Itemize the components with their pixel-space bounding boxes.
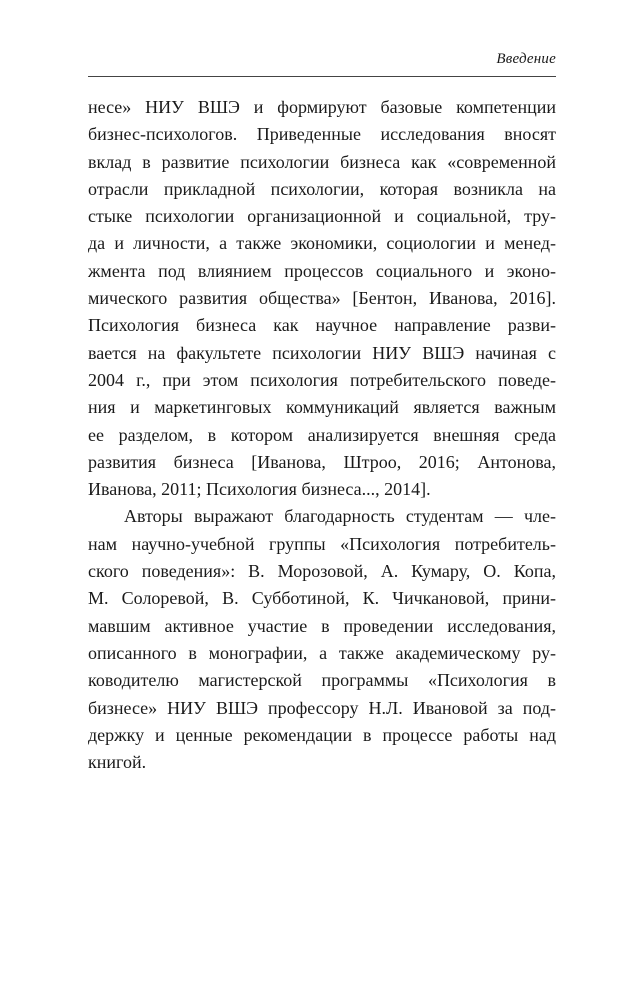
text-line: ния и маркетинговых коммуникаций является важным xyxy=(88,397,556,418)
text-line: ее разделом, в котором анализируется внешняя среда xyxy=(88,424,556,445)
text-line: ководителю магистерской программы «Психология в xyxy=(88,670,556,691)
text-line: ского поведения»: В. Морозовой, А. Кумару, О. Копа, xyxy=(88,561,556,582)
text-line: мавшим активное участие в проведении исследования, xyxy=(88,615,556,636)
text-line: бизнес-психологов. Приведенные исследования вносят xyxy=(88,124,556,145)
text-line: М. Солоревой, В. Субботиной, К. Чичкановой, прини- xyxy=(88,588,556,609)
text-line: жмента под влиянием процессов социального и эконо- xyxy=(88,260,556,281)
text-line: Психология бизнеса как научное направление разви- xyxy=(88,315,556,336)
header-rule xyxy=(88,76,556,77)
paragraph xyxy=(88,94,556,503)
text-line: 2004 г., при этом психология потребительского поведе- xyxy=(88,369,556,390)
text-line: бизнесе» НИУ ВШЭ профессору Н.Л. Ивановой за под- xyxy=(88,697,556,718)
text-line: стыке психологии организационной и социальной, тру- xyxy=(88,206,556,227)
text-line: мического развития общества» [Бентон, Иванова, 2016]. xyxy=(88,288,556,309)
paragraph xyxy=(88,503,556,776)
text-line: да и личности, а также экономики, социологии и менед- xyxy=(88,233,556,254)
text-line: книгой. xyxy=(88,752,147,773)
text-line: нам научно-учебной группы «Психология потребитель- xyxy=(88,533,556,554)
text-line: вается на факультете психологии НИУ ВШЭ начиная с xyxy=(88,342,556,363)
text-line: несе» НИУ ВШЭ и формируют базовые компетенции xyxy=(88,97,556,117)
text-line: держку и ценные рекомендации в процессе работы над xyxy=(88,724,556,745)
text-line: вклад в развитие психологии бизнеса как «современной xyxy=(88,151,556,172)
text-line: Авторы выражают благодарность студентам — чле- xyxy=(124,506,556,527)
text-line: отрасли прикладной психологии, которая возникла на xyxy=(88,178,556,199)
text-line: развития бизнеса [Иванова, Штроо, 2016; Антонова, xyxy=(88,451,556,472)
running-head: Введение xyxy=(496,51,556,67)
body-text xyxy=(88,94,556,776)
text-line: Иванова, 2011; Психология бизнеса..., 2014]. xyxy=(88,479,431,500)
text-line: описанного в монографии, а также академическому ру- xyxy=(88,642,556,663)
